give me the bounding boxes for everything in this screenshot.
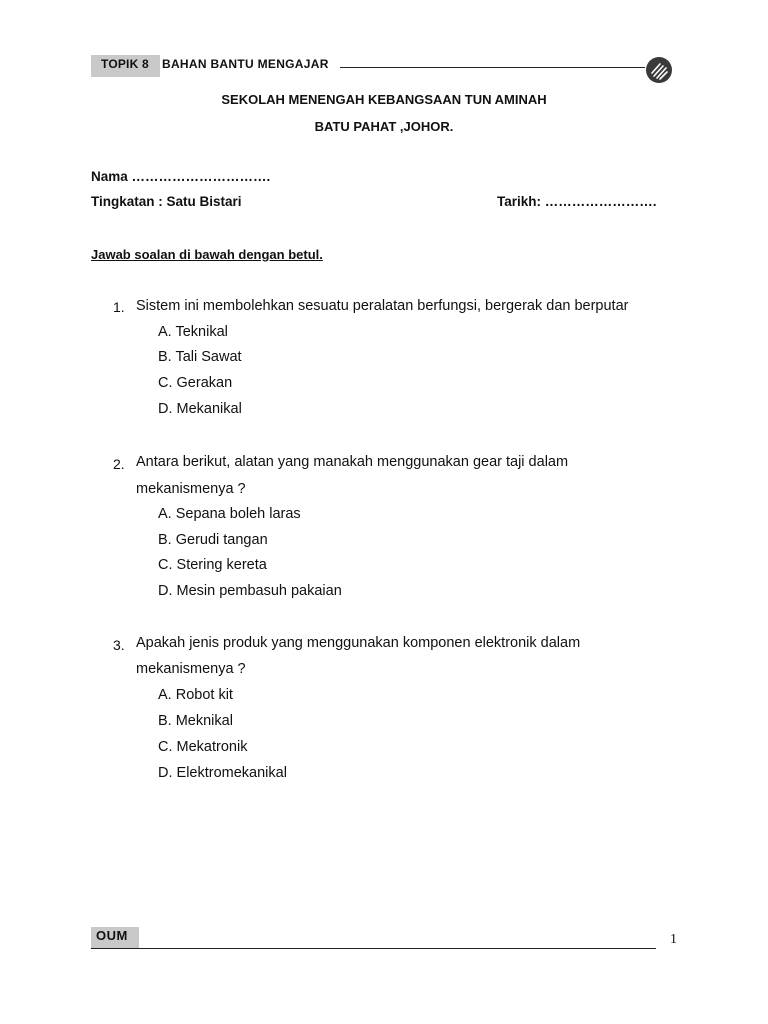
question-1-text: Sistem ini membolehkan sesuatu peralatan berfungsi, bergerak dan berputar	[136, 298, 629, 314]
header-divider	[340, 67, 645, 68]
tingkatan-field: Tingkatan : Satu Bistari	[91, 194, 242, 209]
question-3-option-c: C. Mekatronik	[158, 739, 248, 755]
school-location: BATU PAHAT ,JOHOR.	[314, 119, 454, 134]
question-2-option-d: D. Mesin pembasuh pakaian	[158, 583, 342, 599]
question-3-option-a: A. Robot kit	[158, 687, 233, 703]
footer-divider	[91, 948, 656, 949]
question-1-number: 1.	[113, 299, 125, 315]
question-3-text-continued: mekanismenya ?	[136, 661, 246, 677]
school-name: SEKOLAH MENENGAH KEBANGSAAN TUN AMINAH	[221, 92, 547, 107]
question-3-option-d: D. Elektromekanikal	[158, 765, 287, 781]
question-2-option-b: B. Gerudi tangan	[158, 532, 268, 548]
topic-title: BAHAN BANTU MENGAJAR	[162, 57, 329, 71]
question-2-number: 2.	[113, 456, 125, 472]
publisher-label: OUM	[96, 928, 128, 943]
question-2-option-c: C. Stering kereta	[158, 557, 267, 573]
tarikh-field: Tarikh: …………………….	[497, 194, 657, 209]
page-number: 1	[670, 932, 677, 947]
question-3-number: 3.	[113, 637, 125, 653]
question-1-option-c: C. Gerakan	[158, 375, 233, 391]
question-1-option-a: A. Teknikal	[158, 324, 228, 340]
question-2-text-continued: mekanismenya ?	[136, 481, 246, 497]
question-3-text: Apakah jenis produk yang menggunakan komponen elektronik dalam	[136, 635, 581, 651]
question-1-option-d: D. Mekanikal	[158, 401, 242, 417]
question-2-option-a: A. Sepana boleh laras	[158, 506, 301, 522]
instruction: Jawab soalan di bawah dengan betul.	[91, 247, 323, 262]
question-3-option-b: B. Meknikal	[158, 713, 233, 729]
question-1-option-b: B. Tali Sawat	[158, 349, 242, 365]
question-2-text: Antara berikut, alatan yang manakah menggunakan gear taji dalam	[136, 454, 569, 470]
nama-field: Nama ………………………….	[91, 169, 271, 184]
oum-logo-icon	[645, 56, 673, 84]
topic-label: TOPIK 8	[101, 57, 149, 71]
